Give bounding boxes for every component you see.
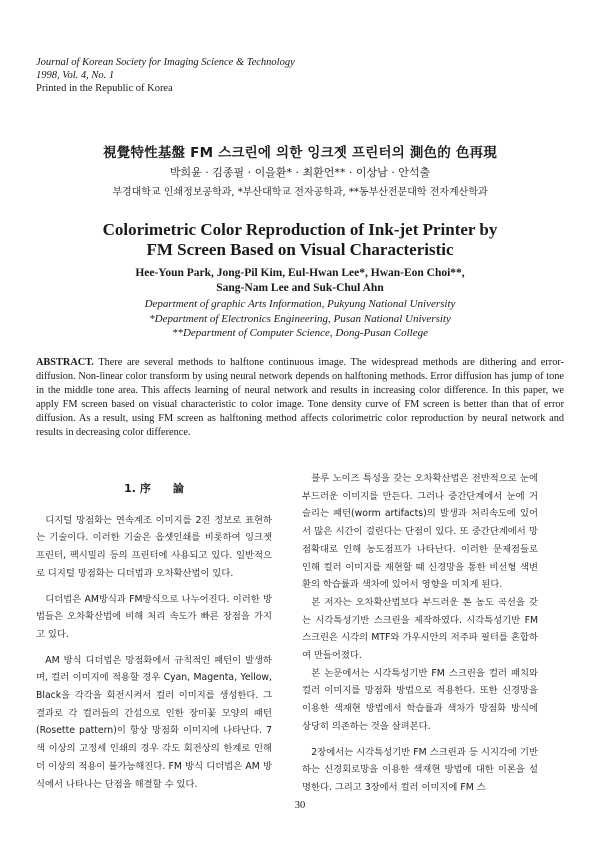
english-authors-line1: Hee-Youn Park, Jong-Pil Kim, Eul-Hwan Lee*, Hwan-Eon Choi**, — [135, 267, 465, 279]
left-column — [36, 480, 272, 793]
printed-line: Printed in the Republic of Korea — [36, 83, 173, 94]
abstract-text: There are several methods to halftone continuous image. The widespread methods are dithering and error-diffusion. Non-linear color transform by using neural network depends on halftoning methods. Error diffusion has jump of tone in the middle tone area. This affects learning of neural network and results in increasing color difference. In this paper, we apply FM screen based on visual characteristic to color image. Tone density curve of FM screen is better than that of error diffusion. As a result, using FM screen as halftoning method affects colorimetric color reproduction by neural network and results in decreasing color difference. — [36, 357, 564, 438]
korean-title: 視覺特性基盤 FM 스크린에 의한 잉크젯 프린터의 測色的 色再現 — [103, 145, 497, 161]
english-authors — [0, 266, 600, 296]
english-authors-line2: Sang-Nam Lee and Suk-Chul Ahn — [216, 282, 384, 294]
journal-name: Journal of Korean Society for Imaging Science & Technology — [36, 57, 295, 68]
english-affiliations — [0, 297, 600, 341]
right-paragraph: 본 논문에서는 시각특성기반 FM 스크린을 컬러 패치와 컬러 이미지를 망점화 방법으로 적용한다. 또한 신경망을 이용한 색재현 방법에서 학습률과 색차가 망점화 방식에 상당히 의존하는 것을 살펴본다. — [302, 667, 538, 732]
right-paragraph: 본 저자는 오차확산법보다 부드러운 톤 농도 곡선을 갖는 시각특성기반 스크린을 제작하였다. 시각특성기반 FM 스크린은 시각의 MTF와 가우시안의 저주파 필터를 혼합하여 만들어졌다. — [302, 596, 538, 662]
affiliation-3: **Department of Computer Science, Dong-Pusan College — [171, 327, 428, 339]
abstract-label: ABSTRACT. — [36, 357, 94, 368]
affiliation-1: Department of graphic Arts Information, Pukyung National University — [144, 298, 456, 310]
english-title-line1: Colorimetric Color Reproduction of Ink-jet Printer by — [102, 220, 498, 239]
abstract — [36, 356, 564, 440]
journal-header — [36, 56, 295, 95]
affiliation-2: *Department of Electronics Engineering, Pusan National University — [149, 312, 451, 325]
right-paragraph: 2장에서는 시각특성기반 FM 스크린과 등 시지각에 기반하는 신경회로망을 이용한 색재현 방법에 대한 이론을 설명한다. 그리고 3장에서 컬러 이미지에 FM 스 — [302, 746, 538, 793]
korean-authors: 박희윤 · 김종필 · 이을환* · 최환언** · 이상남 · 안석출 — [169, 166, 431, 179]
english-title — [0, 220, 600, 260]
right-paragraph: 블루 노이즈 특성을 갖는 오차확산법은 전반적으로 눈에 부드러운 이미지를 만든다. 그러나 중간단계에서 눈에 거슬리는 패턴(worm artifacts)의 발생과 처리속도에 있어서 많은 시간이 걸린다는 단점이 있다. 또 중간단계에서 망점확대로 인해 농도점프가 나타난다. 이러한 문제점들로 인해 컬러 이미지를 재현할 때 신경망을 통한 비선형 색변환의 학습률과 색차에 있어서 영향을 미치게 된다. — [302, 473, 538, 591]
left-paragraph: 디더법은 AM방식과 FM방식으로 나누어진다. 이러한 방법들은 오차확산법에 비해 처리 속도가 빠른 장점을 가지고 있다. — [36, 593, 272, 640]
section-heading: 1. 序 論 — [124, 482, 184, 495]
korean-affiliation: 부경대학교 인쇄정보공학과, *부산대학교 전자공학과, **동부산전문대학 전자계산학과 — [112, 187, 488, 198]
left-paragraph: 디지털 망점화는 연속계조 이미지를 2진 정보로 표현하는 기술이다. 이러한 기술은 옵셋인쇄를 비롯하여 잉크젯 프린터, 팩시밀리 등의 프린터에 사용되고 있다. 일반적으로 디지털 망점화는 디더법과 오차확산법이 있다. — [36, 514, 272, 579]
right-column — [302, 470, 538, 797]
left-paragraph: AM 방식 디더법은 망점화에서 규칙적인 패턴이 발생하며, 컬러 이미지에 적용할 경우 Cyan, Magenta, Yellow, Black을 각각을 회전시켜서 컬러 이미지를 생성한다. 그 결과로 각 컬러들의 간섭으로 인한 장미꽃 모양의 패턴(Rosette pattern)이 항상 망점화 이미지에 나타난다. 7색 이상의 고정세 인쇄의 경우 각도 회전상의 한계로 인해 더 이상의 적용이 불가능해진다. FM 방식 디더법은 AM 방식에서 나타나는 단점을 해결할 수 있다. — [36, 654, 272, 790]
page-number: 30 — [294, 800, 306, 811]
journal-volume: 1998, Vol. 4, No. 1 — [36, 70, 115, 81]
english-title-line2: FM Screen Based on Visual Characteristic — [146, 240, 454, 259]
